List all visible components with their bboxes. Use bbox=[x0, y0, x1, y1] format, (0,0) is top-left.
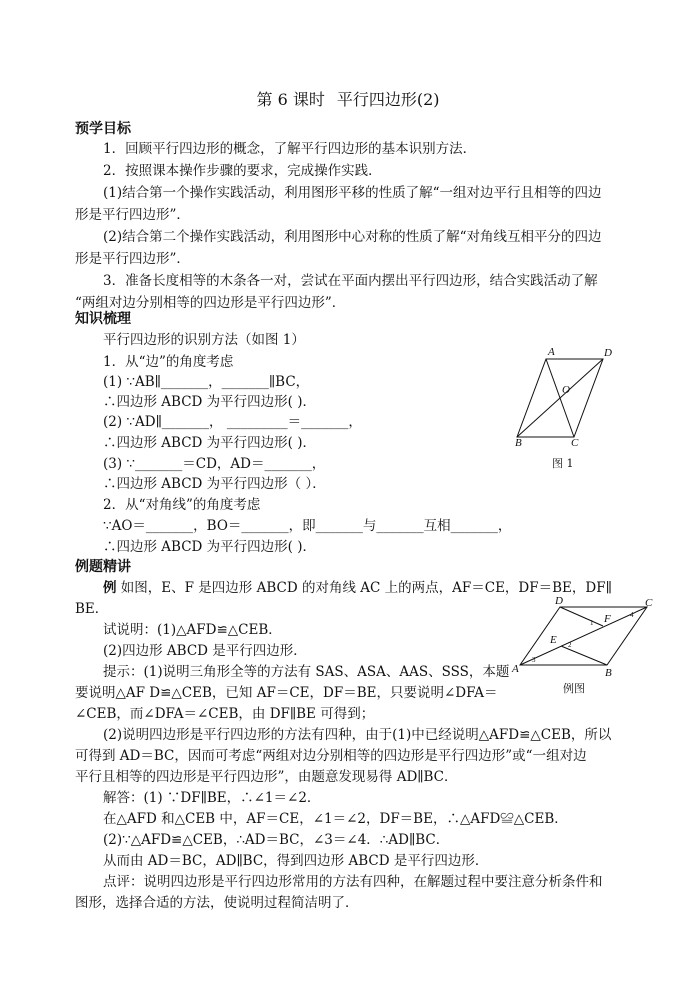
knowledge-line: ∴四边形 ABCD 为平行四边形( )． bbox=[103, 539, 316, 555]
knowledge-line: (2) ∵AD∥_______， _________＝_______， bbox=[103, 414, 362, 430]
example-problem-text: 如图，E、F 是四边形 ABCD 的对角线 AC 上的两点，AF＝CE，DF＝BE，DF∥ bbox=[116, 580, 612, 596]
example-line: ∠CEB，而∠DFA＝∠CEB，由 DF∥BE 可得到； bbox=[75, 706, 375, 722]
example-line: 试说明：(1)△AFD≌△CEB． bbox=[103, 622, 282, 638]
knowledge-line: ∴四边形 ABCD 为平行四边形（ ）． bbox=[103, 476, 326, 492]
point-a-label: A bbox=[548, 346, 555, 358]
knowledge-heading: 知识梳理 bbox=[75, 311, 131, 327]
preview-line: 2．按照课本操作步骤的要求，完成操作实践． bbox=[103, 163, 382, 179]
example-figure-caption: 例图 bbox=[563, 682, 585, 695]
example-line: (2)说明四边形是平行四边形的方法有四种，由于(1)中已经说明△AFD≌△CEB，所以 bbox=[103, 727, 612, 743]
point-a-label: A bbox=[512, 663, 519, 675]
preview-line: “两组对边分别相等的四边形是平行四边形”． bbox=[75, 295, 346, 311]
point-f-label: F bbox=[604, 613, 611, 625]
knowledge-line: ∵AO＝_______，BO＝_______，即_______与_______互相_______， bbox=[103, 518, 512, 534]
example-heading: 例题精讲 bbox=[75, 559, 131, 575]
knowledge-line: 1．从“边”的角度考虑 bbox=[103, 354, 234, 370]
example-figure bbox=[505, 595, 655, 680]
example-line: 可得到 AD＝BC，因而可考虑“两组对边分别相等的四边形是平行四边形”或“一组对边 bbox=[75, 748, 587, 764]
example-line: 提示：(1)说明三角形全等的方法有 SAS、ASA、AAS、SSS，本题 bbox=[103, 664, 510, 680]
example-line: 解答：(1) ∵DF∥BE，∴∠1＝∠2． bbox=[103, 790, 321, 806]
knowledge-line: 2．从“对角线”的角度考虑 bbox=[103, 497, 261, 513]
example-line: 平行且相等的四边形是平行四边形”，由题意发现易得 AD∥BC． bbox=[75, 769, 458, 785]
point-c-label: C bbox=[571, 437, 579, 449]
knowledge-line: (1) ∵AB∥_______，_______∥BC， bbox=[103, 374, 310, 390]
knowledge-line: (3) ∵_______＝CD，AD＝_______， bbox=[103, 456, 326, 472]
lesson-topic: 平行四边形(2) bbox=[336, 90, 440, 109]
preview-line: (2)结合第二个操作实践活动，利用图形中心对称的性质了解“对角线互相平分的四边 bbox=[103, 229, 602, 245]
example-line: (2)∵△AFD≌△CEB，∴AD＝BC，∠3＝∠4．∴AD∥BC． bbox=[103, 832, 450, 848]
segment-df bbox=[560, 607, 603, 626]
example-line: 从而由 AD＝BC，AD∥BC，得到四边形 ABCD 是平行四边形． bbox=[103, 853, 489, 869]
angle-1-label: 1 bbox=[590, 619, 594, 627]
example-line: 图形，选择合适的方法，使说明过程简洁明了． bbox=[75, 895, 359, 911]
point-b-label: B bbox=[605, 667, 612, 679]
preview-line: 形是平行四边形”． bbox=[75, 207, 190, 223]
point-d-label: D bbox=[604, 347, 612, 359]
angle-3-label: 3 bbox=[532, 656, 536, 664]
angle-2-label: 2 bbox=[568, 641, 572, 649]
preview-line: 1．回顾平行四边形的概念，了解平行四边形的基本识别方法． bbox=[103, 141, 477, 157]
preview-line: 形是平行四边形”． bbox=[75, 251, 190, 267]
point-o-label: O bbox=[562, 384, 570, 396]
example-line: 要说明△AF D≌△CEB，已知 AF＝CE，DF＝BE，只要说明∠DFA＝ bbox=[75, 685, 498, 701]
knowledge-line: 平行四边形的识别方法（如图 1） bbox=[103, 332, 305, 348]
angle-4-label: 4 bbox=[630, 611, 634, 619]
figure-1-caption: 图 1 bbox=[552, 457, 574, 470]
figure-1-parallelogram bbox=[508, 345, 618, 450]
knowledge-line: ∴四边形 ABCD 为平行四边形( )． bbox=[103, 394, 316, 410]
example-line: 点评：说明四边形是平行四边形常用的方法有四种，在解题过程中要注意分析条件和 bbox=[103, 874, 603, 890]
point-b-label: B bbox=[515, 437, 522, 449]
knowledge-line: ∴四边形 ABCD 为平行四边形( )． bbox=[103, 435, 316, 451]
preview-line: (1)结合第一个操作实践活动，利用图形平移的性质了解“一组对边平行且相等的四边 bbox=[103, 185, 602, 201]
point-d-label: D bbox=[555, 595, 563, 607]
preview-line: 3．准备长度相等的木条各一对，尝试在平面内摆出平行四边形，结合实践活动了解 bbox=[103, 273, 598, 289]
example-line: BE． bbox=[75, 601, 109, 617]
example-line: 在△AFD 和△CEB 中，AF＝CE，∠1＝∠2，DF＝BE，∴△AFD≌△CEB． bbox=[103, 811, 568, 827]
page-title bbox=[0, 90, 696, 110]
lesson-number: 第 6 课时 bbox=[256, 90, 325, 109]
diagonal-bd bbox=[517, 359, 603, 437]
preview-heading: 预学目标 bbox=[75, 121, 131, 137]
point-c-label: C bbox=[645, 597, 653, 609]
diagonal-ac bbox=[520, 607, 647, 665]
example-label: 例 bbox=[103, 580, 117, 596]
example-line: (2)四边形 ABCD 是平行四边形． bbox=[103, 643, 307, 659]
point-e-label: E bbox=[550, 634, 557, 646]
